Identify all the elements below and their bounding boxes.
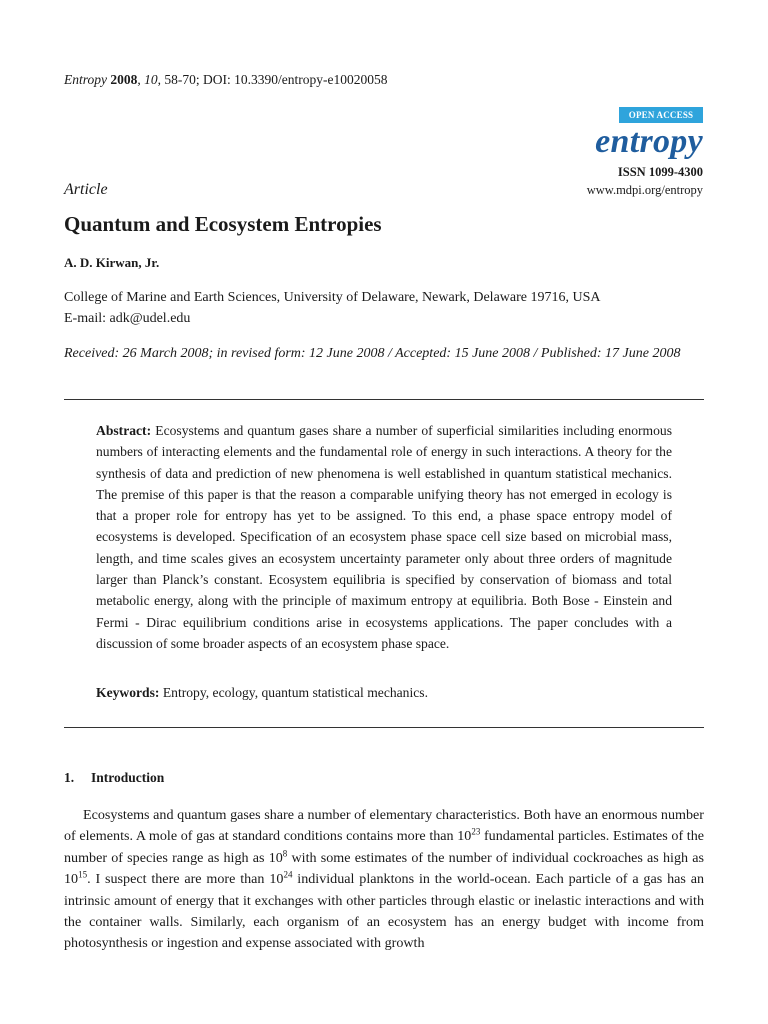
journal-url[interactable]: www.mdpi.org/entropy: [586, 183, 703, 197]
citation-year: 2008: [110, 72, 138, 87]
number-10-24: $10^{24}$: [269, 869, 293, 888]
section-title: Introduction: [91, 770, 165, 785]
issn: ISSN 1099-4300: [617, 165, 703, 179]
number-10-23: $10^{23}$: [457, 826, 481, 845]
number-10-8: $10^8$: [268, 848, 288, 866]
article-title: Quantum and Ecosystem Entropies: [64, 212, 382, 236]
article-type: Article: [64, 181, 108, 198]
affiliation: College of Marine and Earth Sciences, University of Delaware, Newark, Delaware 19716, USA: [64, 290, 601, 305]
intro-text-1: Ecosystems and quantum gases share a number of elementary characteristics. Both have an enormous number of elements. A mole of gas at standard conditions contains more than: [64, 807, 704, 845]
intro-text-2: fundamental particles. Estimates of the number of species range as high as: [64, 828, 705, 866]
email[interactable]: E-mail: adk@udel.edu: [64, 311, 191, 326]
citation-pages: 58-70: [164, 72, 196, 87]
keywords: [96, 685, 672, 701]
citation-journal: Entropy: [64, 72, 107, 87]
divider-top: [64, 399, 704, 400]
citation-line: Entropy 2008, 10, 58-70; DOI: 10.3390/entropy-e10020058: [64, 72, 388, 87]
introduction-paragraph: [64, 805, 704, 955]
abstract-text: Ecosystems and quantum gases share a number of superficial similarities including enormous numbers of interacting elements and the fundamental role of energy in such interactions. A theory for the synthesis of data and prediction of new phenomena is well established in quantum statistical mechanics. The premise of this paper is that the reason a comparable unifying theory has not emerged in ecology is that a proper role for entropy has yet to be assigned. To this end, a phase space entropy model of ecosystems is developed. Specification of an ecosystem phase space cell size based on microbial mass, length, and time scales gives an ecosystem uncertainty parameter only about three orders of magnitude larger than Planck’s constant. Ecosystem equilibria is specified by conservation of biomass and total metabolic energy, along with the principle of maximum entropy at equilibria. Both Bose - Einstein and Fermi - Dirac equilibrium conditions arise in ecosystems applications. The paper concludes with a discussion of some broader aspects of an ecosystem phase space.: [96, 423, 672, 651]
keywords-text: Entropy, ecology, quantum statistical mechanics.: [162, 685, 428, 700]
number-10-15: $10^{15}$: [64, 869, 88, 888]
section-number: 1.: [64, 770, 75, 785]
abstract: [96, 420, 672, 654]
section-heading: [64, 770, 164, 786]
author: A. D. Kirwan, Jr.: [64, 255, 160, 270]
publication-dates: Received: 26 March 2008; in revised form: 12 June 2008 / Accepted: 15 June 2008 / Published: 17 June 2008: [64, 346, 681, 361]
journal-logo: entropy: [595, 123, 703, 160]
citation-doi: 10.3390/entropy-e10020058: [234, 72, 388, 87]
intro-text-5: individual planktons in the world-ocean. Each particle of a gas has an intrinsic amount of energy that it exchanges with other particles through elastic or inelastic interactions and with the container walls. Similarly, each organism of an ecosystem has an energy budget with income from photosynthesis or ingestion and expense associated with growth: [64, 871, 705, 952]
affiliation-block: [64, 287, 600, 329]
citation-volume: 10: [144, 72, 158, 87]
citation-doi-label: DOI:: [203, 72, 231, 87]
intro-text-3: with some estimates of the number of individual cockroaches as high as: [287, 849, 704, 866]
open-access-badge: OPEN ACCESS: [619, 107, 703, 123]
keywords-label: Keywords:: [96, 685, 160, 700]
intro-text-4: . I suspect there are more than: [87, 871, 270, 888]
divider-bottom: [64, 727, 704, 728]
abstract-label: Abstract:: [96, 423, 152, 438]
introduction-body: [64, 805, 704, 955]
